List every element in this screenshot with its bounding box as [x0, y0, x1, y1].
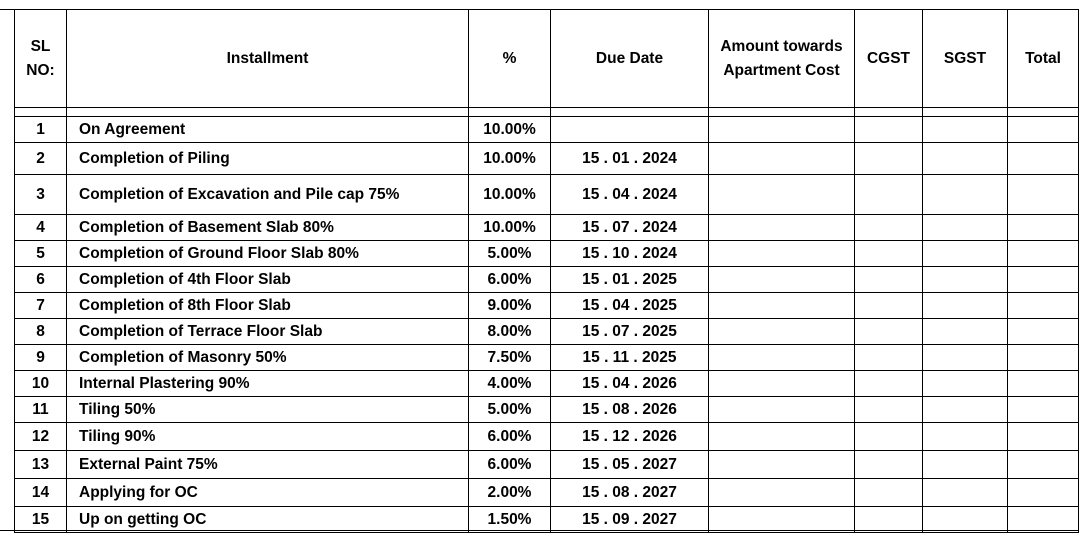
table-row: [15, 117, 1079, 143]
cell-percent: 8.00%: [469, 319, 551, 345]
cell-installment: Completion of Excavation and Pile cap 75%: [67, 175, 469, 215]
table-row: [15, 451, 1079, 479]
header-percent: %: [469, 10, 551, 108]
cell-amount: [709, 397, 855, 423]
table-row: [15, 267, 1079, 293]
header-total: Total: [1008, 10, 1079, 108]
cell-amount: [709, 293, 855, 319]
cell-sl-no: 11: [15, 397, 67, 423]
cell-sl-no: 4: [15, 215, 67, 241]
cell-sl-no: 3: [15, 175, 67, 215]
cell-due-date: 15 . 11 . 2025: [551, 345, 709, 371]
cell-cgst: [855, 267, 923, 293]
cell-sl-no: 7: [15, 293, 67, 319]
cell-percent: 1.50%: [469, 507, 551, 533]
header-cgst: CGST: [855, 10, 923, 108]
spacer-cell: [15, 108, 67, 117]
cell-amount: [709, 507, 855, 533]
cell-due-date: 15 . 12 . 2026: [551, 423, 709, 451]
cell-amount: [709, 241, 855, 267]
cell-due-date: 15 . 04 . 2024: [551, 175, 709, 215]
cell-due-date: 15 . 01 . 2024: [551, 143, 709, 175]
spacer-cell: [469, 108, 551, 117]
cell-installment: Completion of Ground Floor Slab 80%: [67, 241, 469, 267]
cell-amount: [709, 215, 855, 241]
cell-sgst: [923, 507, 1008, 533]
cell-total: [1008, 143, 1079, 175]
cell-cgst: [855, 345, 923, 371]
cell-sgst: [923, 479, 1008, 507]
cell-total: [1008, 175, 1079, 215]
cell-percent: 5.00%: [469, 397, 551, 423]
cell-cgst: [855, 143, 923, 175]
cell-sgst: [923, 215, 1008, 241]
cell-sl-no: 2: [15, 143, 67, 175]
cell-percent: 7.50%: [469, 345, 551, 371]
cell-sl-no: 14: [15, 479, 67, 507]
cell-percent: 4.00%: [469, 371, 551, 397]
cell-due-date: 15 . 04 . 2026: [551, 371, 709, 397]
cell-amount: [709, 175, 855, 215]
header-sgst: SGST: [923, 10, 1008, 108]
header-sl-no: SL NO:: [15, 10, 67, 108]
cell-sl-no: 10: [15, 371, 67, 397]
cell-total: [1008, 397, 1079, 423]
cell-installment: On Agreement: [67, 117, 469, 143]
cell-due-date: 15 . 01 . 2025: [551, 267, 709, 293]
cell-sl-no: 9: [15, 345, 67, 371]
cell-sgst: [923, 143, 1008, 175]
cell-total: [1008, 293, 1079, 319]
cell-sgst: [923, 371, 1008, 397]
cell-due-date: 15 . 07 . 2024: [551, 215, 709, 241]
cell-cgst: [855, 507, 923, 533]
installment-schedule-table: [14, 9, 1079, 533]
cell-percent: 2.00%: [469, 479, 551, 507]
cell-sgst: [923, 451, 1008, 479]
cell-percent: 10.00%: [469, 117, 551, 143]
cell-total: [1008, 451, 1079, 479]
cell-installment: Completion of Masonry 50%: [67, 345, 469, 371]
table-row: [15, 175, 1079, 215]
spacer-cell: [67, 108, 469, 117]
cell-cgst: [855, 175, 923, 215]
cell-sl-no: 13: [15, 451, 67, 479]
cell-percent: 6.00%: [469, 423, 551, 451]
table-row: [15, 241, 1079, 267]
cell-cgst: [855, 319, 923, 345]
cell-amount: [709, 479, 855, 507]
cell-total: [1008, 267, 1079, 293]
cell-percent: 10.00%: [469, 175, 551, 215]
cell-amount: [709, 143, 855, 175]
cell-percent: 6.00%: [469, 267, 551, 293]
cell-sl-no: 6: [15, 267, 67, 293]
cell-sgst: [923, 397, 1008, 423]
cell-sgst: [923, 319, 1008, 345]
cell-due-date: [551, 117, 709, 143]
table-body: [15, 108, 1079, 533]
cell-cgst: [855, 371, 923, 397]
cell-installment: Completion of 4th Floor Slab: [67, 267, 469, 293]
cell-cgst: [855, 479, 923, 507]
cell-cgst: [855, 241, 923, 267]
cell-installment: Tiling 90%: [67, 423, 469, 451]
cell-amount: [709, 267, 855, 293]
cell-sl-no: 8: [15, 319, 67, 345]
cell-sl-no: 1: [15, 117, 67, 143]
cell-due-date: 15 . 08 . 2026: [551, 397, 709, 423]
cell-cgst: [855, 451, 923, 479]
cell-cgst: [855, 397, 923, 423]
header-amount: Amount towards Apartment Cost: [709, 10, 855, 108]
cell-total: [1008, 371, 1079, 397]
cell-cgst: [855, 117, 923, 143]
spacer-cell: [709, 108, 855, 117]
table-row: [15, 479, 1079, 507]
header-due-date: Due Date: [551, 10, 709, 108]
cell-amount: [709, 345, 855, 371]
cell-percent: 10.00%: [469, 215, 551, 241]
table-row: [15, 423, 1079, 451]
cell-installment: Internal Plastering 90%: [67, 371, 469, 397]
cell-total: [1008, 215, 1079, 241]
table-row: [15, 371, 1079, 397]
cell-sgst: [923, 117, 1008, 143]
cell-amount: [709, 371, 855, 397]
cell-due-date: 15 . 04 . 2025: [551, 293, 709, 319]
cell-sl-no: 5: [15, 241, 67, 267]
cell-installment: Completion of Terrace Floor Slab: [67, 319, 469, 345]
cell-installment: Completion of 8th Floor Slab: [67, 293, 469, 319]
table-header-row: [15, 10, 1079, 108]
table-row: [15, 143, 1079, 175]
cell-sl-no: 15: [15, 507, 67, 533]
table-row: [15, 397, 1079, 423]
cell-amount: [709, 117, 855, 143]
spacer-cell: [923, 108, 1008, 117]
cell-sgst: [923, 267, 1008, 293]
cell-sgst: [923, 175, 1008, 215]
table-row: [15, 319, 1079, 345]
cell-installment: Completion of Basement Slab 80%: [67, 215, 469, 241]
cell-sgst: [923, 345, 1008, 371]
cell-percent: 9.00%: [469, 293, 551, 319]
cell-percent: 5.00%: [469, 241, 551, 267]
cell-percent: 6.00%: [469, 451, 551, 479]
cell-percent: 10.00%: [469, 143, 551, 175]
cell-installment: External Paint 75%: [67, 451, 469, 479]
spacer-cell: [551, 108, 709, 117]
table-row: [15, 507, 1079, 533]
table-row: [15, 293, 1079, 319]
table-row: [15, 345, 1079, 371]
cell-amount: [709, 451, 855, 479]
cell-due-date: 15 . 09 . 2027: [551, 507, 709, 533]
spacer-cell: [855, 108, 923, 117]
cell-sgst: [923, 241, 1008, 267]
cell-due-date: 15 . 07 . 2025: [551, 319, 709, 345]
cell-installment: Tiling 50%: [67, 397, 469, 423]
cell-sl-no: 12: [15, 423, 67, 451]
table-row: [15, 215, 1079, 241]
cell-cgst: [855, 293, 923, 319]
cell-cgst: [855, 423, 923, 451]
cell-installment: Up on getting OC: [67, 507, 469, 533]
cell-due-date: 15 . 10 . 2024: [551, 241, 709, 267]
cell-total: [1008, 507, 1079, 533]
cell-amount: [709, 423, 855, 451]
cell-total: [1008, 241, 1079, 267]
spacer-cell: [1008, 108, 1079, 117]
cell-installment: Applying for OC: [67, 479, 469, 507]
cell-total: [1008, 319, 1079, 345]
header-installment: Installment: [67, 10, 469, 108]
cell-cgst: [855, 215, 923, 241]
cell-due-date: 15 . 05 . 2027: [551, 451, 709, 479]
cell-installment: Completion of Piling: [67, 143, 469, 175]
cell-sgst: [923, 293, 1008, 319]
spacer-row: [15, 108, 1079, 117]
cell-total: [1008, 423, 1079, 451]
cell-total: [1008, 117, 1079, 143]
cell-due-date: 15 . 08 . 2027: [551, 479, 709, 507]
cell-sgst: [923, 423, 1008, 451]
cell-total: [1008, 345, 1079, 371]
cell-total: [1008, 479, 1079, 507]
cell-amount: [709, 319, 855, 345]
